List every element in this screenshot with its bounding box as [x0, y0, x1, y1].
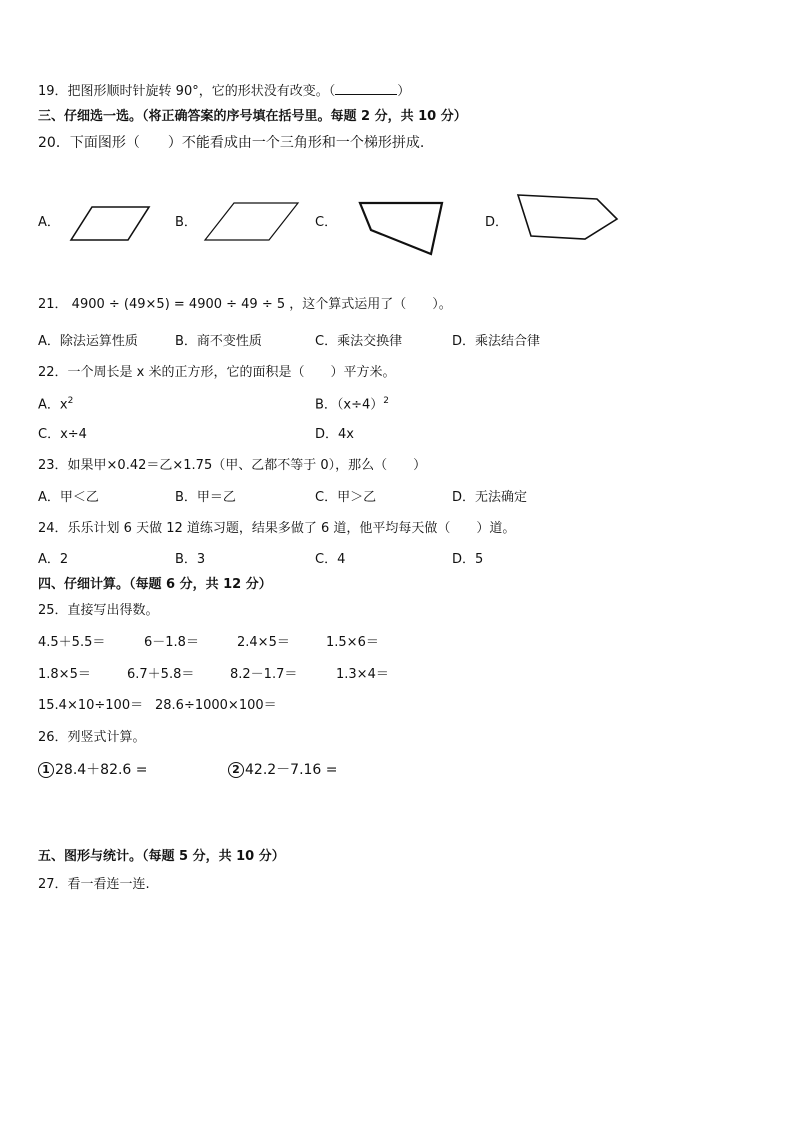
question-20-text: 20．下面图形（ ）不能看成由一个三角形和一个梯形拼成. [38, 135, 425, 151]
option-c-label: C． [315, 215, 338, 230]
parallelogram-b-figure [204, 202, 300, 244]
parallelogram-a-figure [70, 205, 152, 243]
q24-option-d[interactable]: D．5 [452, 552, 484, 567]
q23-option-c[interactable]: C．甲＞乙 [315, 490, 377, 505]
calc-item: 8.2－1.7＝ [230, 667, 298, 682]
q23-option-a[interactable]: A．甲＜乙 [38, 490, 99, 505]
circled-number: 2 [228, 762, 244, 778]
calc-item: 4.5＋5.5＝ [38, 635, 106, 650]
calc-item: 1.8×5＝ [38, 667, 91, 682]
quadrilateral-c-figure [357, 201, 445, 257]
calc-item: 6－1.8＝ [144, 635, 199, 650]
question-22-text: 22．一个周长是 x 米的正方形，它的面积是（ ）平方米。 [38, 365, 396, 380]
calc-item: 1.5×6＝ [326, 635, 379, 650]
q23-option-b[interactable]: B．甲＝乙 [175, 490, 236, 505]
q24-option-c[interactable]: C．4 [315, 552, 346, 567]
q22-option-b[interactable]: B．$(x\div 4)^2$ [315, 396, 390, 413]
q21-option-a[interactable]: A．除法运算性质 [38, 334, 138, 349]
vertical-calc-item-2: 2 42.2－7.16 = [228, 762, 338, 778]
answer-blank[interactable] [335, 84, 397, 95]
option-a-label: A． [38, 215, 60, 230]
question-19-text: 19．把图形顺时针旋转 90°，它的形状没有改变。（ [38, 84, 336, 99]
calc-item: 1.3×4＝ [336, 667, 389, 682]
question-26-text: 26．列竖式计算。 [38, 730, 146, 745]
question-27-text: 27．看一看连一连. [38, 877, 150, 892]
q24-option-a[interactable]: A．2 [38, 552, 69, 567]
pentagon-d-figure [515, 193, 621, 243]
calc-item: 2.4×5＝ [237, 635, 290, 650]
calc-item: 6.7＋5.8＝ [127, 667, 195, 682]
q21-option-d[interactable]: D．乘法结合律 [452, 334, 541, 349]
circled-number: 1 [38, 762, 54, 778]
q22-option-a[interactable]: A．$x^2$ [38, 396, 74, 413]
question-25-text: 25．直接写出得数。 [38, 603, 159, 618]
option-d-label: D． [485, 215, 509, 230]
option-b-label: B． [175, 215, 197, 230]
q24-option-b[interactable]: B．3 [175, 552, 206, 567]
q22-option-c[interactable]: C．x÷4 [38, 427, 87, 442]
vertical-calc-item-1: 1 28.4＋82.6 = [38, 762, 148, 778]
q21-option-c[interactable]: C．乘法交换律 [315, 334, 403, 349]
calc-item: 15.4×10÷100＝ [38, 698, 144, 713]
question-21-text: 21． 4900 ÷ (49×5) = 4900 ÷ 49 ÷ 5 ，这个算式运用了（ ）。 [38, 297, 452, 312]
section-3-heading: 三、仔细选一选。（将正确答案的序号填在括号里。每题 2 分，共 10 分） [38, 109, 467, 124]
question-23-text: 23．如果甲×0.42＝乙×1.75（甲、乙都不等于 0），那么（ ） [38, 458, 427, 473]
question-24-text: 24．乐乐计划 6 天做 12 道练习题，结果多做了 6 道，他平均每天做（ ）道。 [38, 521, 516, 536]
q21-option-b[interactable]: B．商不变性质 [175, 334, 262, 349]
calc-item: 28.6÷1000×100＝ [155, 698, 277, 713]
question-19: 19．把图形顺时针旋转 90°，它的形状没有改变。（ ） [38, 84, 411, 99]
section-4-heading: 四、仔细计算。（每题 6 分，共 12 分） [38, 577, 272, 592]
q22-option-d[interactable]: D．4x [315, 427, 354, 442]
q23-option-d[interactable]: D．无法确定 [452, 490, 528, 505]
section-5-heading: 五、图形与统计。（每题 5 分，共 10 分） [38, 849, 285, 864]
